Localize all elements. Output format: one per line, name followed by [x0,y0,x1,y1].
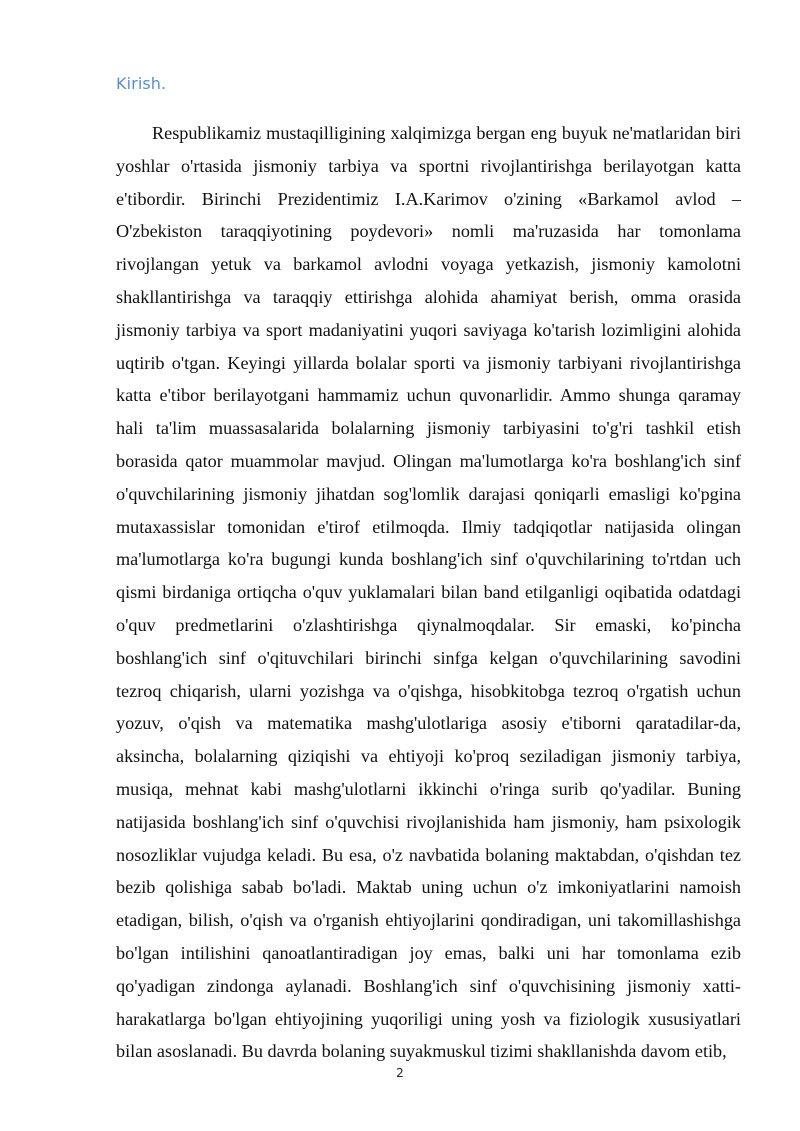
body-paragraph: Respublikamiz mustaqilligining xalqimizga bergan eng buyuk ne'matlaridan biri yoshlar o'rtasida jismoniy tarbiya va sportni rivojlantirishga berilayotgan katta e'tibordir. Birinchi Prezidentimiz I.A.Karimov o'zining «Barkamol avlod – O'zbekiston taraqqiyotining poydevori» nomli ma'ruzasida har tomonlama rivojlangan yetuk va barkamol avlodni voyaga yetkazish, jismoniy kamolotni shakllantirishga va taraqqiy ettirishga alohida ahamiyat berish, omma orasida jismoniy tarbiya va sport madaniyatini yuqori saviyaga ko'tarish lozimligini alohida uqtirib o'tgan. Keyingi yillarda bolalar sporti va jismoniy tarbiyani rivojlantirishga katta e'tibor berilayotgani hammamiz uchun quvonarlidir. Ammo shunga qaramay hali ta'lim muassasalarida bolalarning jismoniy tarbiyasini to'g'ri tashkil etish borasida qator muammolar mavjud. Olingan ma'lumotlarga ko'ra boshlang'ich sinf o'quvchilarining jismoniy jihatdan sog'lomlik darajasi qoniqarli emasligi ko'pgina mutaxassislar tomonidan e'tirof etilmoqda. Ilmiy tadqiqotlar natijasida olingan ma'lumotlarga ko'ra bugungi kunda boshlang'ich sinf o'quvchilarining to'rtdan uch qismi birdaniga ortiqcha o'quv yuklamalari bilan band etilganligi oqibatida odatdagi o'quv predmetlarini o'zlashtirishga qiynalmoqdalar. Sir emaski, ko'pincha boshlang'ich sinf o'qituvchilari birinchi sinfga kelgan o'quvchilarining savodini tezroq chiqarish, ularni yozishga va o'qishga, hisobkitobga tezroq o'rgatish uchun yozuv, o'qish va matematika mashg'ulotlariga asosiy e'tiborni qaratadilar-da, aksincha, bolalarning qiziqishi va ehtiyoji ko'proq seziladigan jismoniy tarbiya, musiqa, mehnat kabi mashg'ulotlarni ikkinchi o'ringa surib qo'yadilar. Buning natijasida boshlang'ich sinf o'quvchisi rivojlanishida ham jismoniy, ham psixologik nosozliklar vujudga keladi. Bu esa, o'z navbatida bolaning maktabdan, o'qishdan tez bezib qolishiga sabab bo'ladi. Maktab uning uchun o'z imkoniyatlarini namoish etadigan, bilish, o'qish va o'rganish ehtiyojlarini qondiradigan, uni takomillashishga bo'lgan intilishini qanoatlantiradigan joy emas, balki uni har tomonlama ezib qo'yadigan zindonga aylanadi. Boshlang'ich sinf o'quvchisining jismoniy xatti-harakatlarga bo'lgan ehtiyojining yuqoriligi uning yosh va fiziologik xususiyatlari bilan asoslanadi. Bu davrda bolaning suyakmuskul tizimi shakllanishda davom etib, [116,123,741,1062]
page-number: 2 [396,1066,404,1080]
section-heading: Kirish. [116,74,167,93]
